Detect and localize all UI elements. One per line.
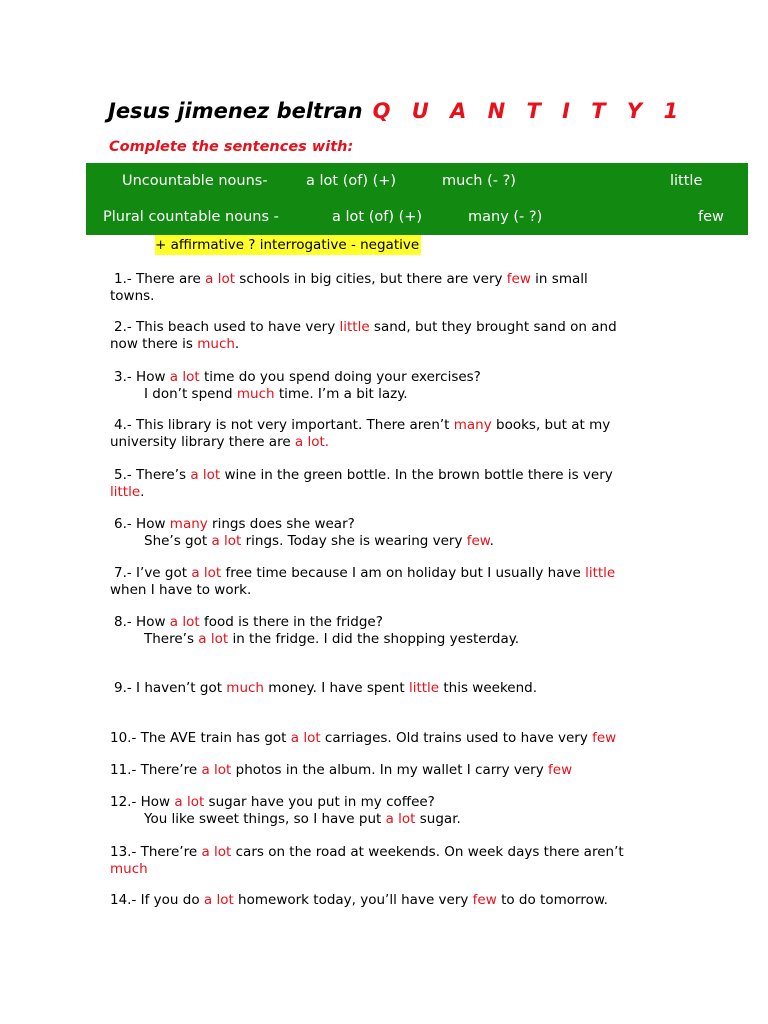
author-name: Jesus jimenez beltran: [108, 99, 363, 123]
answer-text: much: [197, 335, 235, 352]
sentence-text: time. I’m a bit lazy.: [274, 385, 408, 402]
row1-affirmative: a lot (of) (+): [306, 173, 397, 189]
sentence-text: 12.- How: [110, 794, 175, 810]
answer-text: a lot: [205, 271, 235, 287]
sentence-text: I don’t spend: [144, 385, 237, 402]
sentence-line: [110, 336, 670, 353]
sentence-11: [110, 762, 670, 779]
sentence-text: towns.: [110, 287, 155, 304]
answer-text: a lot: [211, 532, 242, 549]
row2-small-quantity: few: [698, 209, 724, 225]
sentence-text: now there is: [110, 335, 198, 352]
sentence-6: [110, 516, 670, 549]
answer-text: little: [110, 483, 141, 500]
sentence-line: [110, 417, 670, 434]
sentence-line: [110, 319, 670, 336]
answer-text: many: [169, 516, 208, 532]
sentence-line: [110, 614, 670, 631]
sentence-text: 11.- There’re: [110, 762, 202, 778]
answer-text: few: [592, 730, 617, 746]
sentence-line: [110, 434, 670, 451]
sentence-text: to do tomorrow.: [496, 892, 608, 908]
sentence-text: wine in the green bottle. In the brown bottle there is very: [220, 467, 613, 483]
sentence-text: photos in the album. In my wallet I carry very: [231, 762, 549, 778]
sentence-text: in small: [530, 271, 588, 287]
sentence-text: 8.- How: [114, 614, 170, 630]
sentence-text: free time because I am on holiday but I usually have: [221, 565, 586, 581]
sentence-text: .: [140, 483, 145, 500]
answer-text: few: [472, 892, 497, 908]
sentence-text: schools in big cities, but there are very: [235, 271, 507, 287]
sentence-text: 10.- The AVE train has got: [110, 730, 291, 746]
answer-text: little: [339, 319, 370, 335]
sentence-line: [110, 533, 670, 550]
sentence-line: [110, 762, 670, 779]
sentence-text: .: [489, 532, 494, 549]
row1-label: Uncountable nouns-: [122, 173, 268, 189]
sentence-line: [110, 288, 670, 305]
row1-small-quantity: little: [670, 173, 703, 189]
sentence-text: cars on the road at weekends. On week days there aren’t: [231, 844, 624, 860]
sentence-text: 1.- There are: [114, 271, 206, 287]
sentence-text: in the fridge. I did the shopping yesterday.: [228, 630, 520, 647]
answer-text: little: [408, 680, 440, 696]
row1-negative-question: much (- ?): [442, 173, 516, 189]
row2-label: Plural countable nouns -: [103, 209, 279, 225]
sentence-text: There’s: [144, 630, 199, 647]
answer-text: few: [466, 532, 490, 549]
answer-text: much: [226, 680, 264, 696]
sentence-line: [110, 631, 670, 648]
sentence-3: [110, 369, 670, 402]
sentence-text: 9.- I haven’t got: [114, 680, 227, 696]
document-title: [108, 99, 685, 129]
answer-text: few: [548, 762, 573, 778]
sentence-text: rings does she wear?: [207, 516, 355, 532]
sentence-line: [110, 369, 670, 386]
sentence-text: time do you spend doing your exercises?: [199, 369, 481, 385]
sentence-text: university library there are: [110, 433, 295, 450]
answer-text: little: [585, 565, 616, 581]
sentence-text: 3.- How: [114, 369, 170, 385]
sentence-text: 2.- This beach used to have very: [114, 319, 340, 335]
sentence-8: [110, 614, 670, 647]
answer-text: a lot: [190, 467, 221, 483]
answer-text: a lot: [290, 730, 321, 746]
sentence-13: [110, 844, 670, 877]
quantifier-table: [86, 163, 748, 235]
sentence-7: [110, 565, 670, 598]
sentence-line: [110, 811, 670, 828]
sentence-text: sugar.: [415, 810, 461, 827]
sentence-9: [110, 680, 670, 697]
sentence-14: [110, 892, 670, 909]
sentence-line: [110, 484, 670, 501]
sentence-text: carriages. Old trains used to have very: [320, 730, 593, 746]
instruction-text: Complete the sentences with:: [109, 139, 354, 155]
sentence-line: [110, 516, 670, 533]
sentence-line: [110, 271, 670, 288]
answer-text: a lot: [201, 844, 232, 860]
sentence-line: [110, 861, 670, 878]
sentence-text: food is there in the fridge?: [199, 614, 383, 630]
sentence-text: 13.- There’re: [110, 844, 202, 860]
sentence-text: homework today, you’ll have very: [233, 892, 473, 908]
sentence-line: [110, 844, 670, 861]
sentence-line: [110, 565, 670, 582]
sentence-line: [110, 794, 670, 811]
answer-text: a lot: [203, 892, 234, 908]
sentence-line: [110, 680, 670, 697]
sentence-text: this weekend.: [439, 680, 538, 696]
answer-text: a lot: [385, 810, 416, 827]
sentence-text: You like sweet things, so I have put: [144, 810, 386, 827]
sentence-1: [110, 271, 670, 304]
answer-text: a lot: [191, 565, 222, 581]
answer-text: a lot: [174, 794, 205, 810]
sentence-text: money. I have spent: [263, 680, 409, 696]
sentence-line: [110, 892, 670, 909]
sentence-12: [110, 794, 670, 827]
sentence-text: sugar have you put in my coffee?: [204, 794, 435, 810]
symbol-legend: + affirmative ? interrogative - negative: [155, 237, 420, 253]
sentence-10: [110, 730, 670, 747]
sentence-line: [110, 467, 670, 484]
row2-negative-question: many (- ?): [468, 209, 543, 225]
answer-text: much: [110, 860, 148, 877]
answer-text: few: [506, 271, 531, 287]
sentence-line: [110, 730, 670, 747]
sentence-text: 5.- There’s: [114, 467, 191, 483]
sentence-text: 7.- I’ve got: [114, 565, 192, 581]
sentence-4: [110, 417, 670, 450]
worksheet-title: Q U A N T I T Y 1: [372, 99, 686, 123]
sentence-text: when I have to work.: [110, 581, 252, 598]
answer-text: a lot: [201, 762, 232, 778]
sentence-text: .: [234, 335, 240, 352]
sentence-text: sand, but they brought sand on and: [369, 319, 617, 335]
answer-text: much: [236, 385, 275, 402]
sentence-text: She’s got: [144, 532, 212, 549]
answer-text: a lot: [169, 369, 200, 385]
sentence-text: 14.- If you do: [110, 892, 204, 908]
sentence-text: 4.- This library is not very important. There aren’t: [114, 417, 454, 433]
sentence-line: [110, 386, 670, 403]
sentence-text: rings. Today she is wearing very: [241, 532, 467, 549]
answer-text: a lot: [169, 614, 200, 630]
sentence-text: 6.- How: [114, 516, 170, 532]
answer-text: a lot: [198, 630, 229, 647]
answer-text: a lot.: [294, 433, 330, 450]
row2-affirmative: a lot (of) (+): [332, 209, 423, 225]
sentence-5: [110, 467, 670, 500]
answer-text: many: [453, 417, 492, 433]
sentence-2: [110, 319, 670, 352]
sentence-text: books, but at my: [491, 417, 611, 433]
sentence-line: [110, 582, 670, 599]
